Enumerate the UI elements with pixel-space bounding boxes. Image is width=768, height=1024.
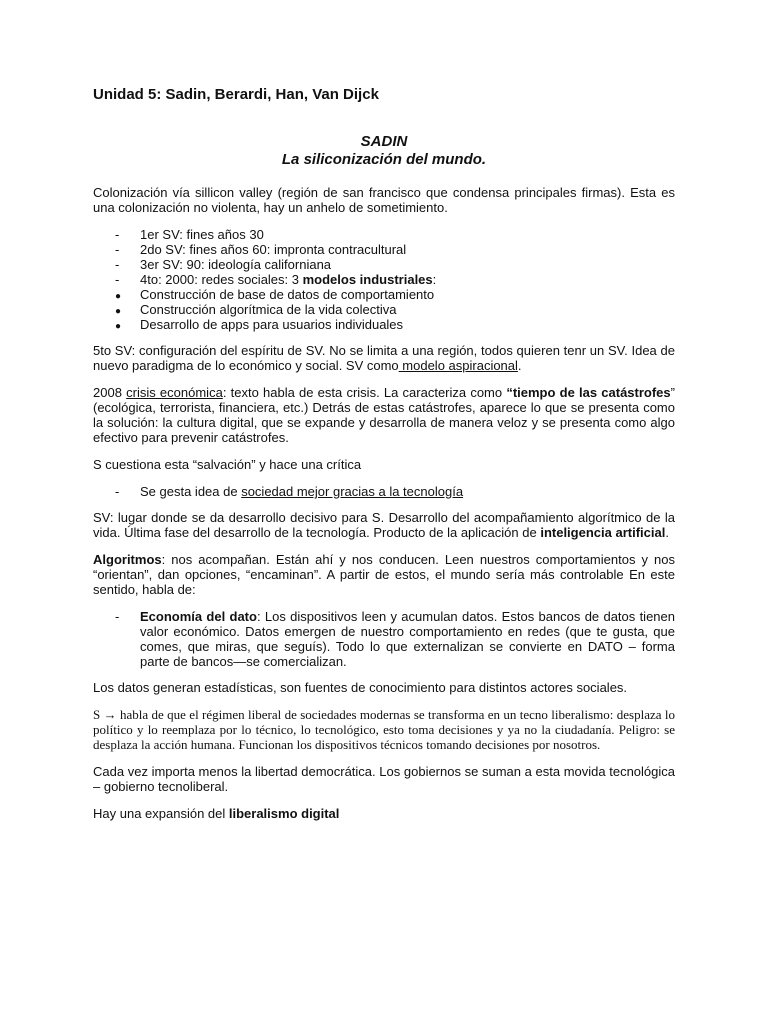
list-item — [115, 242, 675, 257]
list-item-text: 2do SV: fines años 60: impronta contracultural — [140, 242, 407, 257]
dash-marker — [115, 484, 135, 499]
paragraph-algoritmos — [93, 552, 675, 597]
list-item-text: Se gesta idea de — [140, 484, 242, 499]
list-item-text: 4to: 2000: redes sociales: 3 — [140, 272, 303, 287]
paragraph-text: : texto habla de esta crisis. La caracteriza como — [222, 385, 507, 400]
paragraph-5to-sv — [93, 343, 675, 373]
list-item — [115, 609, 675, 669]
section-subtitle: La siliconización del mundo. — [281, 151, 487, 168]
economia-list — [93, 609, 675, 669]
dash-marker — [115, 609, 135, 624]
bold-term: liberalismo digital — [228, 806, 340, 821]
bullet-icon — [115, 317, 135, 334]
paragraph-crisis — [93, 385, 675, 445]
bullet-item — [115, 302, 675, 317]
paragraph-text: ” (ecológica, terrorista, financiera, etc.) Detrás de estas catástrofes, aparece lo que se presenta como la solución: la cultura digital, que se expande y desarrolla de manera veloz y se presenta como algo efectivo para prevenir catástrofes. — [93, 385, 675, 445]
dash-marker — [115, 227, 135, 242]
bullet-item — [115, 317, 675, 332]
paragraph-tecno-liberalismo: S → habla de que el régimen liberal de sociedades modernas se transforma en un tecno liberalismo: desplaza lo político y lo reemplaza por lo técnico, lo tecnológico, esto toma decisiones y ya no la ciudadanía. Peligro: se desplaza la acción humana. Funcionan los dispositivos técnicos tomando decisiones por nosotros. — [93, 707, 675, 752]
bullet-text: Construcción de base de datos de comportamiento — [140, 287, 435, 302]
list-item-text: 3er SV: 90: ideología californiana — [140, 257, 332, 272]
paragraph-text: . — [517, 358, 522, 373]
list-item-text: : Los dispositivos leen y acumulan datos. Estos bancos de datos tienen valor económico. Datos emergen de nuestro comportamiento en redes (que te gusta, que comes, que miras, que seguís). Todo lo que externalizan se convierte en DATO – forma parte de bancos—se comercializan. — [140, 609, 675, 669]
dash-marker — [115, 257, 135, 272]
underlined-term: modelo aspiracional — [398, 358, 518, 373]
paragraph-text: : nos acompañan. Están ahí y nos conducen. Leen nuestros comportamientos y nos “orientan”, dan opciones, “encaminan”. A partir de estos, el mundo sería más controlable En este sentido, habla de: — [93, 552, 675, 597]
paragraph-text: . — [665, 525, 669, 540]
list-item — [115, 227, 675, 242]
paragraph-libertad: Cada vez importa menos la libertad democrática. Los gobiernos se suman a esta movida tecnológica – gobierno tecnoliberal. — [93, 764, 675, 794]
idea-list — [93, 484, 675, 499]
list-item — [115, 272, 675, 287]
unit-title: Unidad 5: Sadin, Berardi, Han, Van Dijck — [93, 86, 379, 103]
list-item — [115, 484, 675, 499]
dash-marker — [115, 242, 135, 257]
list-item — [115, 257, 675, 272]
paragraph-datos: Los datos generan estadísticas, son fuentes de conocimiento para distintos actores sociales. — [93, 680, 628, 695]
bold-term: Algoritmos — [93, 552, 162, 567]
bold-term: inteligencia artificial — [540, 525, 666, 540]
paragraph-text: SV: lugar donde se da desarrollo decisivo para S. Desarrollo del acompañamiento algorítmico de la vida. Última fase del desarrollo de la tecnología. Producto de la aplicación de — [93, 510, 675, 540]
paragraph-colonizacion: Colonización vía sillicon valley (región de san francisco que condensa principales firmas). Esta es una colonización no violenta, hay un anhelo de sometimiento. — [93, 185, 675, 215]
section-title: SADIN — [360, 133, 408, 150]
underlined-term: sociedad mejor gracias a la tecnología — [241, 484, 464, 499]
paragraph-text: 5to SV: configuración del espíritu de SV. No se limita a una región, todos quieren tenr un SV. Idea de nuevo paradigma de lo económico y social. SV como — [93, 343, 675, 373]
list-item-text: 1er SV: fines años 30 — [140, 227, 264, 242]
paragraph-text: Hay una expansión del — [93, 806, 229, 821]
bold-term: modelos industriales — [302, 272, 433, 287]
paragraph-text: 2008 — [93, 385, 127, 400]
dash-marker — [115, 272, 135, 287]
sv-list — [93, 227, 675, 332]
bullet-item — [115, 287, 675, 302]
paragraph-salvacion: S cuestiona esta “salvación” y hace una crítica — [93, 457, 362, 472]
list-item-text: : — [432, 272, 437, 287]
underlined-term: crisis económica — [126, 385, 223, 400]
bold-term: Economía del dato — [140, 609, 257, 624]
bullet-text: Desarrollo de apps para usuarios individuales — [140, 317, 404, 332]
bullet-text: Construcción algorítmica de la vida colectiva — [140, 302, 397, 317]
paragraph-sv-lugar — [93, 510, 675, 540]
bold-term: “tiempo de las catástrofes — [506, 385, 671, 400]
paragraph-liberalismo-digital — [93, 806, 675, 821]
